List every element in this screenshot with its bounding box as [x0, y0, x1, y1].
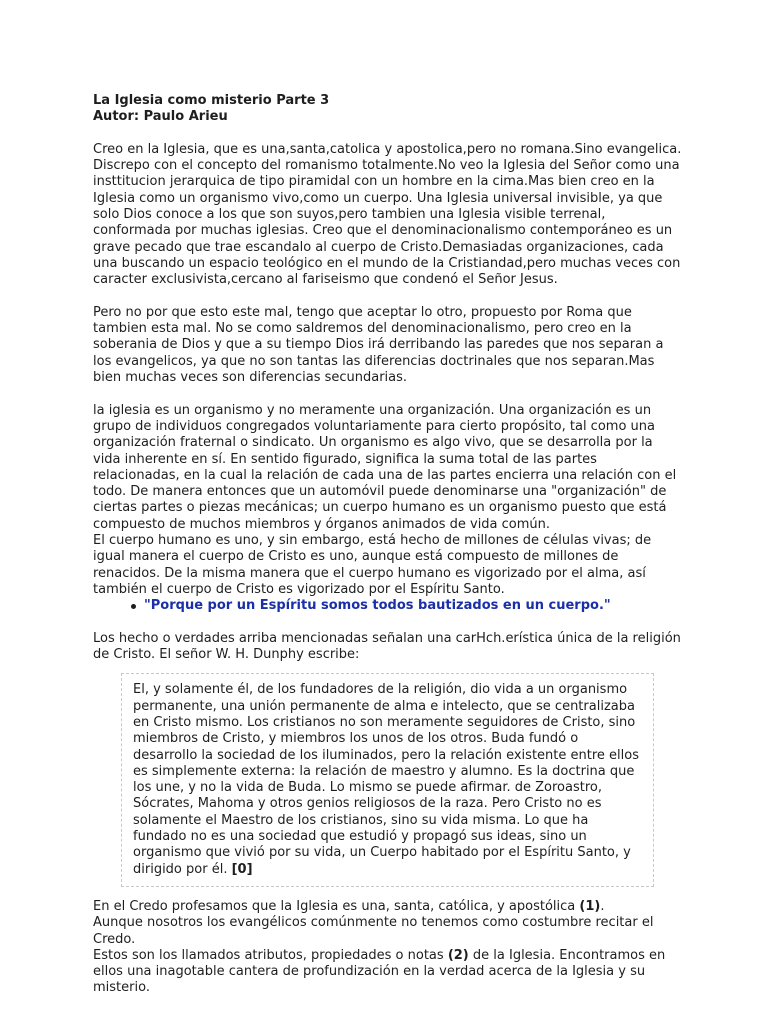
paragraph-8-end: de la Iglesia. Encontramos en ellos una inagotable cantera de profundización en la verdad acerca de la Iglesia y su misterio. — [93, 947, 666, 996]
footnote-ref-0[interactable]: [0] — [231, 861, 253, 877]
paragraph-6-end: . — [600, 898, 605, 914]
blockquote-text: El, y solamente él, de los fundadores de la religión, dio vida a un organismo permanente, una unión permanente de alma e intelecto, que se centralizaba en Cristo mismo. Los cristianos no son meramente seguidores de Cristo, sino miembros de Cristo, y miembros los unos de los otros. Buda fundó o desarrollo la sociedad de los iluminados, pero la relación existente entre ellos es simplemente externa: la relación de maestro y alumno. Es la doctrina que los une, y no la vida de Buda. Lo mismo se puede afirmar. de Zoroastro, Sócrates, Mahoma y otros genios religiosos de la raza. Pero Cristo no es solamente el Maestro de los cristianos, sino su vida misma. Lo que ha fundado no es una sociedad que estudió y propagó sus ideas, sino un organismo que vivió por su vida, un Cuerpo habitado por el Espíritu Santo, y dirigido por él. — [133, 682, 639, 877]
article-title: La Iglesia como misterio Parte 3 — [93, 93, 330, 108]
article-body — [93, 93, 683, 997]
list-item — [93, 598, 683, 614]
bible-quote-link[interactable]: "Porque por un Espíritu somos todos bautizados en un cuerpo." — [144, 598, 611, 614]
paragraph-6 — [93, 899, 683, 915]
paragraph-2: Pero no por que esto este mal, tengo que aceptar lo otro, propuesto por Roma que tambien esta mal. No se como saldremos del denominacionalismo, pero creo en la soberania de Dios y que a su tiempo Dios irá derribando las paredes que nos separan a los evangelicos, ya que no son tantas las diferencias doctrinales que nos separan.Mas bien muchas veces son diferencias secundarias. — [93, 304, 664, 386]
article-author: Autor: Paulo Arieu — [93, 109, 228, 125]
paragraph-4: El cuerpo humano es uno, y sin embargo, está hecho de millones de células vivas; de igual manera el cuerpo de Cristo es uno, aunque está compuesto de millones de renacidos. De la misma manera que el cuerpo humano es vigorizado por el alma, así también el cuerpo de Cristo es vigorizado por el Espíritu Santo. — [93, 533, 652, 597]
paragraph-1: Creo en la Iglesia, que es una,santa,catolica y apostolica,pero no romana.Sino evangelica. Discrepo con el concepto del romanismo totalmente.No veo la Iglesia del Señor como una insttitucion jerarquica de tipo piramidal con un hombre en la cima.Mas bien creo en la Iglesia como un organismo vivo,como un cuerpo. Una Iglesia universal invisible, ya que solo Dios conoce a los que son suyos,pero tambien una Iglesia visible terrenal, conformada por muchas iglesias. Creo que el denominacionalismo contemporáneo es un grave pecado que trae escandalo al cuerpo de Cristo.Demasiadas organizaciones, cada una buscando un espacio teológico en el mundo de la Cristiandad,pero muchas veces con caracter exclusivista,cercano al fariseismo que condenó el Señor Jesus. — [93, 141, 682, 288]
paragraph-8 — [93, 948, 683, 997]
blockquote — [121, 673, 654, 887]
paragraph-6-text: En el Credo profesamos que la Iglesia es una, santa, católica, y apostólica — [93, 898, 576, 914]
paragraph-8-start: Estos son los llamados atributos, propiedades o notas — [93, 947, 444, 963]
paragraph-7: Aunque nosotros los evangélicos comúnmente no tenemos como costumbre recitar el Credo. — [93, 915, 654, 947]
bullet-list — [93, 598, 683, 614]
footnote-ref-2[interactable]: (2) — [447, 947, 469, 963]
paragraph-5: Los hecho o verdades arriba mencionadas señalan una carHch.erística única de la religión de Cristo. El señor W. H. Dunphy escribe: — [93, 630, 681, 663]
footnote-ref-1[interactable]: (1) — [579, 898, 601, 914]
paragraph-3: la iglesia es un organismo y no meramente una organización. Una organización es un grupo de individuos congregados voluntariamente para cierto propósito, tal como una organización fraternal o sindicato. Un organismo es algo vivo, que se desarrolla por la vida inherente en sí. En sentido figurado, significa la suma total de las partes relacionadas, en la cual la relación de cada una de las partes encierra una relación con el todo. De manera entonces que un automóvil puede denominarse una "organización" de ciertas partes o piezas mecánicas; un cuerpo humano es un organismo puesto que está compuesto de muchos miembros y órganos animados de vida común. — [93, 402, 677, 532]
